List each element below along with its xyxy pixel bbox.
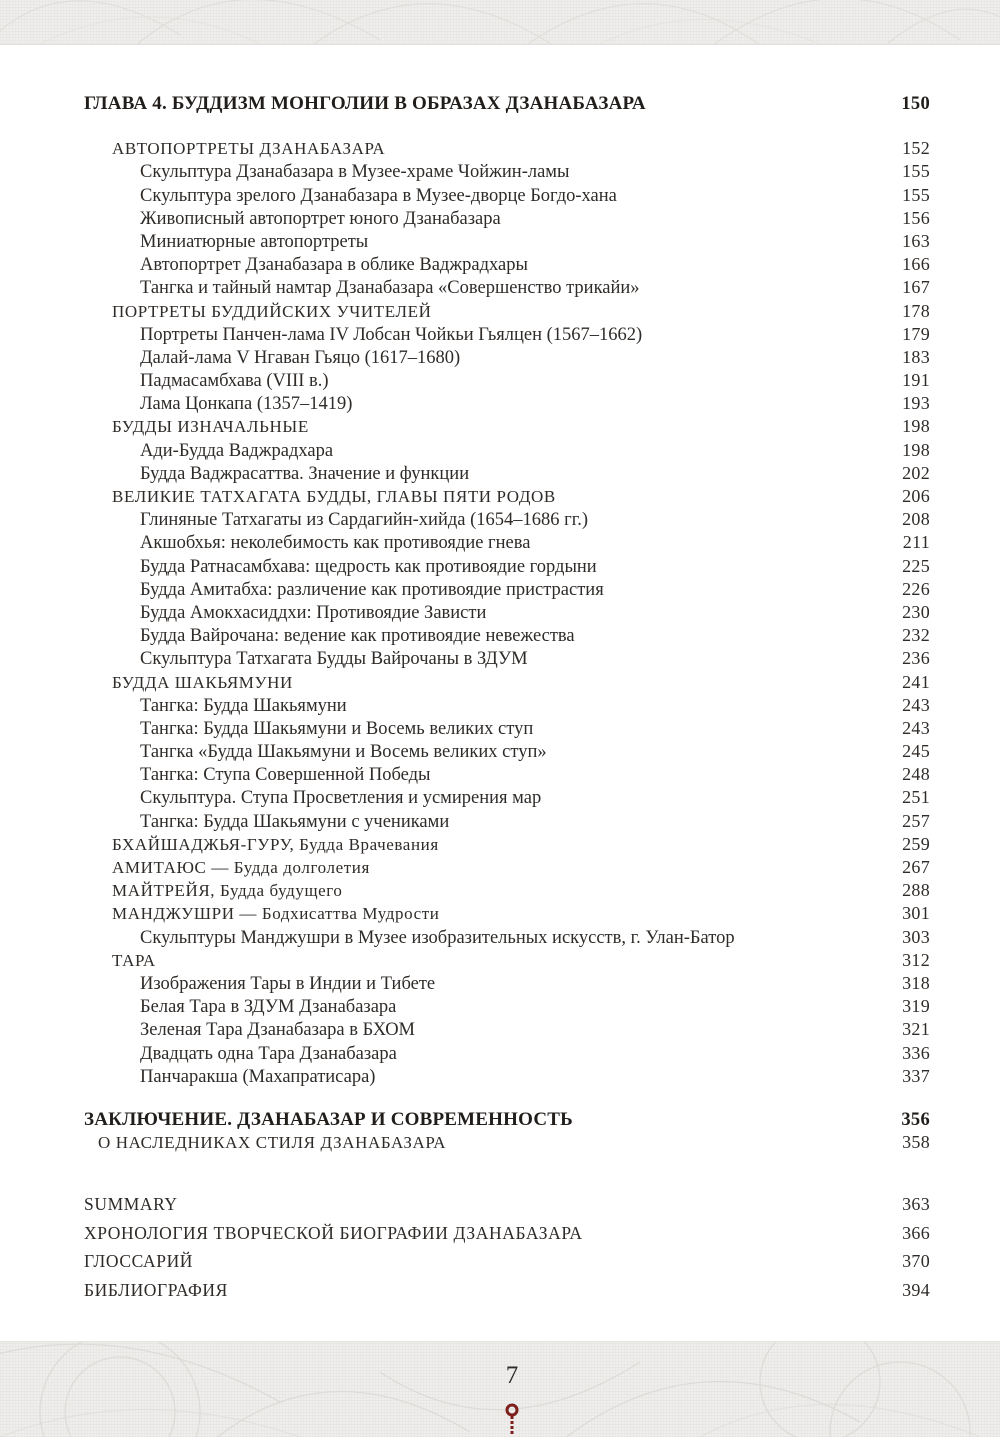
toc-entry-page: 183 <box>902 346 930 367</box>
toc-entry-label: АВТОПОРТРЕТЫ ДЗАНАБАЗАРА <box>112 139 386 159</box>
toc-entry-page: 319 <box>902 996 930 1017</box>
toc-entry-label: Тангка: Будда Шакьямуни <box>140 695 347 716</box>
toc-entry-label: ТАРА <box>112 950 156 970</box>
toc-entry <box>84 671 930 694</box>
toc-entry-page: 394 <box>902 1280 930 1301</box>
toc-entry <box>84 439 930 462</box>
toc-entry-label: Далай-лама V Нгаван Гьяцо (1617–1680) <box>140 347 461 368</box>
toc-entry <box>84 833 930 856</box>
toc-entry-label: Белая Тара в ЗДУМ Дзанабазара <box>140 997 397 1018</box>
toc-entry-label: Будда Ваджрасаттва. Значение и функции <box>140 463 470 484</box>
toc-entry-label: Лама Цонкапа (1357–1419) <box>140 394 353 415</box>
toc-entry-label: Ади-Будда Ваджрадхара <box>140 440 334 461</box>
toc-entry-page: 202 <box>902 462 930 483</box>
toc-entry <box>84 485 930 508</box>
toc-entry <box>84 694 930 717</box>
toc-entry-label: Глиняные Татхагаты из Сардагийн-хийда (1654–1686 гг.) <box>140 510 589 531</box>
toc-entry-label: Тангка и тайный намтар Дзанабазара «Совершенство трикайи» <box>140 278 640 299</box>
toc-entry <box>84 207 930 230</box>
toc-entry <box>84 508 930 531</box>
toc-chapter-heading <box>84 92 930 115</box>
toc-entry-label: БУДДЫ ИЗНАЧАЛЬНЫЕ <box>112 417 309 437</box>
toc-entry <box>84 1108 930 1131</box>
toc-entry <box>84 763 930 786</box>
toc-entry-page: 167 <box>902 277 930 298</box>
toc-entry-page: 257 <box>902 810 930 831</box>
toc-entry <box>84 555 930 578</box>
toc-entry-label: Будда Амокхасиддхи: Противоядие Зависти <box>140 602 487 623</box>
toc-entry <box>84 531 930 554</box>
toc-entry <box>84 230 930 253</box>
toc-entry-page: 163 <box>902 230 930 251</box>
toc-entry-page: 251 <box>902 787 930 808</box>
toc-entry-page: 155 <box>902 161 930 182</box>
toc-entry-label: МАНДЖУШРИ — Бодхисаттва Мудрости <box>112 904 440 924</box>
toc-entry-page: 241 <box>902 671 930 692</box>
toc-entry-label: Скульптуры Манджушри в Музее изобразительных искусств, г. Улан-Батор <box>140 927 735 948</box>
page-number: 7 <box>505 1362 519 1389</box>
toc-entry <box>84 253 930 276</box>
toc-entry-label: Автопортрет Дзанабазара в облике Ваджрадхары <box>140 255 528 276</box>
toc-entry-page: 230 <box>902 601 930 622</box>
toc-entry-label: О НАСЛЕДНИКАХ СТИЛЯ ДЗАНАБАЗАРА <box>98 1133 447 1153</box>
toc-entry-page: 363 <box>902 1194 930 1215</box>
toc-entry <box>84 1131 930 1154</box>
toc-entry <box>84 346 930 369</box>
toc-entry <box>84 323 930 346</box>
toc-entry <box>84 926 930 949</box>
toc-entry <box>84 879 930 902</box>
toc-entry-page: 198 <box>902 416 930 437</box>
header-texture-band <box>0 0 1000 45</box>
toc-entry-label: SUMMARY <box>84 1194 178 1215</box>
toc-entry-label: Скульптура Дзанабазара в Музее-храме Чойжин-ламы <box>140 162 570 183</box>
toc-entry-page: 301 <box>902 903 930 924</box>
toc-entry-label: ХРОНОЛОГИЯ ТВОРЧЕСКОЙ БИОГРАФИИ ДЗАНАБАЗАРА <box>84 1222 583 1243</box>
toc-entry <box>84 369 930 392</box>
toc-entry-label: Портреты Панчен-лама IV Лобсан Чойкьи Гьялцен (1567–1662) <box>140 324 643 345</box>
toc-entry-page: 366 <box>902 1222 930 1243</box>
toc-entry-label: Будда Амитабха: различение как противоядие пристрастия <box>140 579 604 600</box>
toc-entry <box>84 786 930 809</box>
toc-entry-label: Двадцать одна Тара Дзанабазара <box>140 1043 397 1064</box>
toc-entry-label: Миниатюрные автопортреты <box>140 231 369 252</box>
toc-entry-label: Панчаракша (Махапратисара) <box>140 1066 376 1087</box>
header-swirl-decoration <box>0 0 1000 44</box>
toc-entry <box>84 1190 930 1219</box>
toc-entry-page: 267 <box>902 857 930 877</box>
toc-entry-page: 226 <box>902 578 930 599</box>
toc-entry-page: 312 <box>902 949 930 970</box>
toc-entry-label: Тангка «Будда Шакьямуни и Восемь великих ступ» <box>140 742 547 763</box>
toc-entry <box>84 949 930 972</box>
toc-entry <box>84 392 930 415</box>
toc-entry-page: 225 <box>902 555 930 576</box>
toc-entry <box>84 856 930 879</box>
toc-entry-page: 243 <box>902 717 930 738</box>
toc-backmatter-block <box>84 1190 930 1304</box>
toc-entry-label: Зеленая Тара Дзанабазара в БХОМ <box>140 1020 415 1041</box>
toc-entry-page: 321 <box>902 1019 930 1040</box>
toc-entry <box>84 160 930 183</box>
toc-entry <box>84 184 930 207</box>
toc-entry-page: 156 <box>902 207 930 228</box>
toc-entry-label: АМИТАЮС — Будда долголетия <box>112 858 370 877</box>
red-pin-icon <box>504 1402 520 1441</box>
toc-entry <box>84 1276 930 1305</box>
toc-entry-page: 248 <box>902 764 930 785</box>
toc-entry-page: 208 <box>902 509 930 530</box>
toc-entry-page: 198 <box>902 439 930 460</box>
toc-entry <box>84 415 930 438</box>
toc-entry <box>84 995 930 1018</box>
toc-entry-page: 152 <box>902 138 930 159</box>
toc-entry-label: ПОРТРЕТЫ БУДДИЙСКИХ УЧИТЕЛЕЙ <box>112 301 432 321</box>
toc-chapter-page: 150 <box>901 94 930 114</box>
toc-entry-label: БУДДА ШАКЬЯМУНИ <box>112 672 293 692</box>
toc-entry-page: 179 <box>902 323 930 344</box>
toc-entry <box>84 810 930 833</box>
toc-entry-page: 206 <box>902 486 930 506</box>
toc-entry-page: 232 <box>902 625 930 646</box>
toc-entry <box>84 1219 930 1248</box>
toc-entry-label: Тангка: Будда Шакьямуни с учениками <box>140 811 450 832</box>
toc-entry-label: Будда Вайрочана: ведение как противоядие невежества <box>140 626 575 647</box>
toc-entry-page: 178 <box>902 300 930 321</box>
toc-conclusion-block <box>84 1108 930 1154</box>
toc-entry <box>84 300 930 323</box>
toc-entry <box>84 137 930 160</box>
toc-entry-page: 259 <box>902 833 930 854</box>
toc-entry <box>84 1065 930 1088</box>
toc-entry-page: 243 <box>902 694 930 715</box>
toc-entry <box>84 462 930 485</box>
toc-entry-page: 336 <box>902 1042 930 1063</box>
toc-entry-label: Живописный автопортрет юного Дзанабазара <box>140 208 501 229</box>
toc-chapter-label: ГЛАВА 4. БУДДИЗМ МОНГОЛИИ В ОБРАЗАХ ДЗАНАБАЗАРА <box>84 93 646 114</box>
toc-entry-page: 236 <box>902 648 930 669</box>
toc-entry-page: 191 <box>902 370 930 391</box>
table-of-contents <box>84 92 930 1305</box>
toc-entry <box>84 1018 930 1041</box>
toc-entry-label: Изображения Тары в Индии и Тибете <box>140 973 436 994</box>
toc-entry <box>84 601 930 624</box>
toc-entry-page: 356 <box>901 1109 930 1130</box>
toc-entry-page: 370 <box>902 1251 930 1272</box>
toc-entry <box>84 972 930 995</box>
toc-entry-label: Тангка: Ступа Совершенной Победы <box>140 765 431 786</box>
toc-entry <box>84 578 930 601</box>
toc-entry <box>84 647 930 670</box>
toc-entry-page: 288 <box>902 880 930 901</box>
toc-entry-label: Скульптура зрелого Дзанабазара в Музее-дворце Богдо-хана <box>140 185 617 206</box>
toc-entry-label: ВЕЛИКИЕ ТАТХАГАТА БУДДЫ, ГЛАВЫ ПЯТИ РОДОВ <box>112 487 556 506</box>
toc-entry-label: Акшобхья: неколебимость как противоядие гнева <box>140 533 531 554</box>
toc-entry-label: Будда Ратнасамбхава: щедрость как противоядие гордыни <box>140 556 597 577</box>
toc-entries <box>84 137 930 1088</box>
toc-entry-label: МАЙТРЕЙЯ, Будда будущего <box>112 881 343 901</box>
toc-entry <box>84 902 930 925</box>
toc-entry <box>84 740 930 763</box>
toc-entry-label: ГЛОССАРИЙ <box>84 1251 194 1272</box>
toc-entry-page: 303 <box>902 926 930 947</box>
toc-entry-page: 245 <box>902 741 930 762</box>
toc-entry <box>84 1247 930 1276</box>
toc-entry-page: 211 <box>902 532 930 553</box>
toc-entry-label: Скульптура Татхагата Будды Вайрочаны в ЗДУМ <box>140 649 528 670</box>
toc-entry-page: 337 <box>902 1065 930 1086</box>
toc-entry-page: 358 <box>902 1132 930 1153</box>
toc-entry-page: 166 <box>902 254 930 275</box>
toc-entry-page: 318 <box>902 972 930 993</box>
toc-entry <box>84 276 930 299</box>
toc-entry <box>84 624 930 647</box>
toc-entry-label: Скульптура. Ступа Просветления и усмирения мар <box>140 788 542 809</box>
toc-entry-label: ЗАКЛЮЧЕНИЕ. ДЗАНАБАЗАР И СОВРЕМЕННОСТЬ <box>84 1108 573 1130</box>
toc-entry-label: Тангка: Будда Шакьямуни и Восемь великих ступ <box>140 718 534 739</box>
toc-entry <box>84 1042 930 1065</box>
toc-entry <box>84 717 930 740</box>
toc-entry-page: 155 <box>902 184 930 205</box>
toc-entry-label: Падмасамбхава (VIII в.) <box>140 371 329 392</box>
toc-entry-page: 193 <box>902 393 930 414</box>
toc-entry-label: БИБЛИОГРАФИЯ <box>84 1280 228 1301</box>
toc-entry-label: БХАЙШАДЖЬЯ-ГУРУ, Будда Врачевания <box>112 834 439 854</box>
